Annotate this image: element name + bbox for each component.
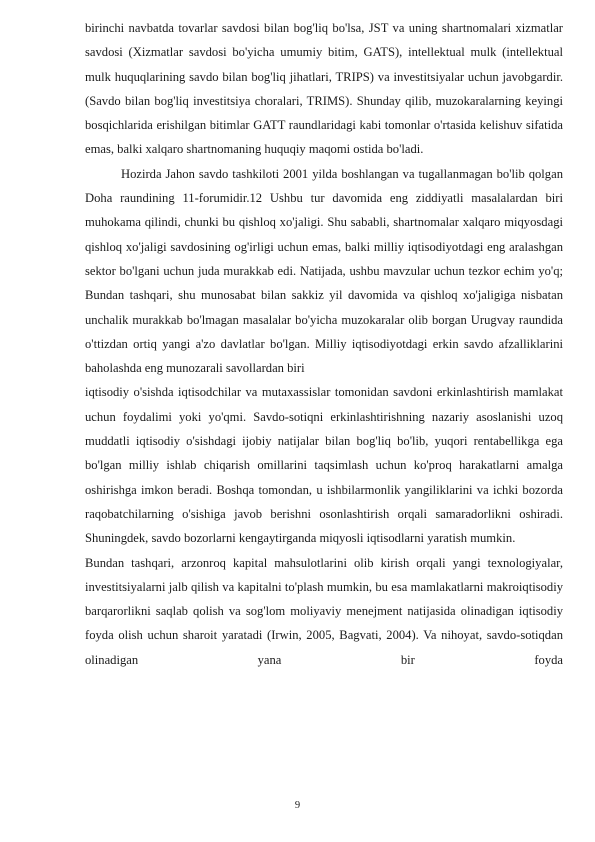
paragraph-4: Bundan tashqari, arzonroq kapital mahsulotlarini olib kirish orqali yangi texnologiyalar, investitsiyalarni jalb qilish va kapitalni to'plash mumkin, bu esa mamlakatlarni makroiqtisodiy barqarorlikni saqlab qolish va sog'lom moliyaviy menejment natijasida olinadigan iqtisodiy foyda olish uchun sharoit yaratadi (Irwin, 2005, Bagvati, 2004). Va nihoyat, savdo-sotiqdan olinadigan yana bir foyda	[85, 555, 563, 667]
paragraph-1: birinchi navbatda tovarlar savdosi bilan bog'liq bo'lsa, JST va uning shartnomalari xizmatlar savdosi (Xizmatlar savdosi bo'yicha umumiy bitim, GATS), intellektual mulk (intellektual mulk huquqlarining savdo bilan bog'liq jihatlari, TRIPS) va investitsiyalar uchun javobgardir. (Savdo bilan bog'liq investitsiya choralari, TRIMS). Shunday qilib, muzokaralarning keyingi bosqichlarida erishilgan bitimlar GATT raundlaridagi kabi tomonlar o'rtasida kelishuv sifatida emas, balki xalqaro shartnomaning huquqiy maqomi ostida bo'ladi.	[85, 21, 563, 157]
paragraph-2: Hozirda Jahon savdo tashkiloti 2001 yilda boshlangan va tugallanmagan bo'lib qolgan Doha raundining 11-forumidir.12 Ushbu tur davomida eng ziddiyatli masalalardan biri muhokama qilindi, chunki bu qishloq xo'jaligi. Shu sababli, shartnomalar xalqaro miqyosdagi qishloq xo'jaligi savdosining og'irligi uchun emas, balki milliy iqtisodiyotdagi eng aralashgan sektor bo'lgani uchun juda murakkab edi. Natijada, ushbu mavzular uchun tezkor echim yo'q; Bundan tashqari, shu munosabat bilan sakkiz yil davomida va qishloq xo'jaligiga nisbatan unchalik murakkab bo'lmagan masalalar bo'yicha muzokaralar olib borgan Urugvay raundida o'ttizdan ortiq yangi a'zo davlatlar bo'lgan. Milliy iqtisodiyotdagi erkin savdo afzalliklarini baholashda eng munozarali savollardan biri	[85, 166, 563, 376]
page-number: 9	[294, 800, 301, 811]
paragraph-3: iqtisodiy o'sishda iqtisodchilar va mutaxassislar tomonidan savdoni erkinlashtirish mamlakat uchun foydalimi yoki yo'qmi. Savdo-sotiqni erkinlashtirishning nazariy asoslanishi uzoq muddatli iqtisodiy o'sishdagi ijobiy natijalar bilan bog'liq bo'lib, yuqori rentabellikga ega bo'lgan milliy ishlab chiqarish omillarini taqsimlash uchun ko'proq harakatlarni amalga oshirishga imkon beradi. Boshqa tomondan, u ishbilarmonlik yangiliklarini va ichki bozorda raqobatchilarning o'sishiga javob berishni osonlashtirish orqali samaradorlikni oshiradi. Shuningdek, savdo bozorlarni kengaytirganda miqyosli iqtisodlarni yaratish mumkin.	[85, 385, 563, 546]
body-text	[85, 16, 563, 672]
